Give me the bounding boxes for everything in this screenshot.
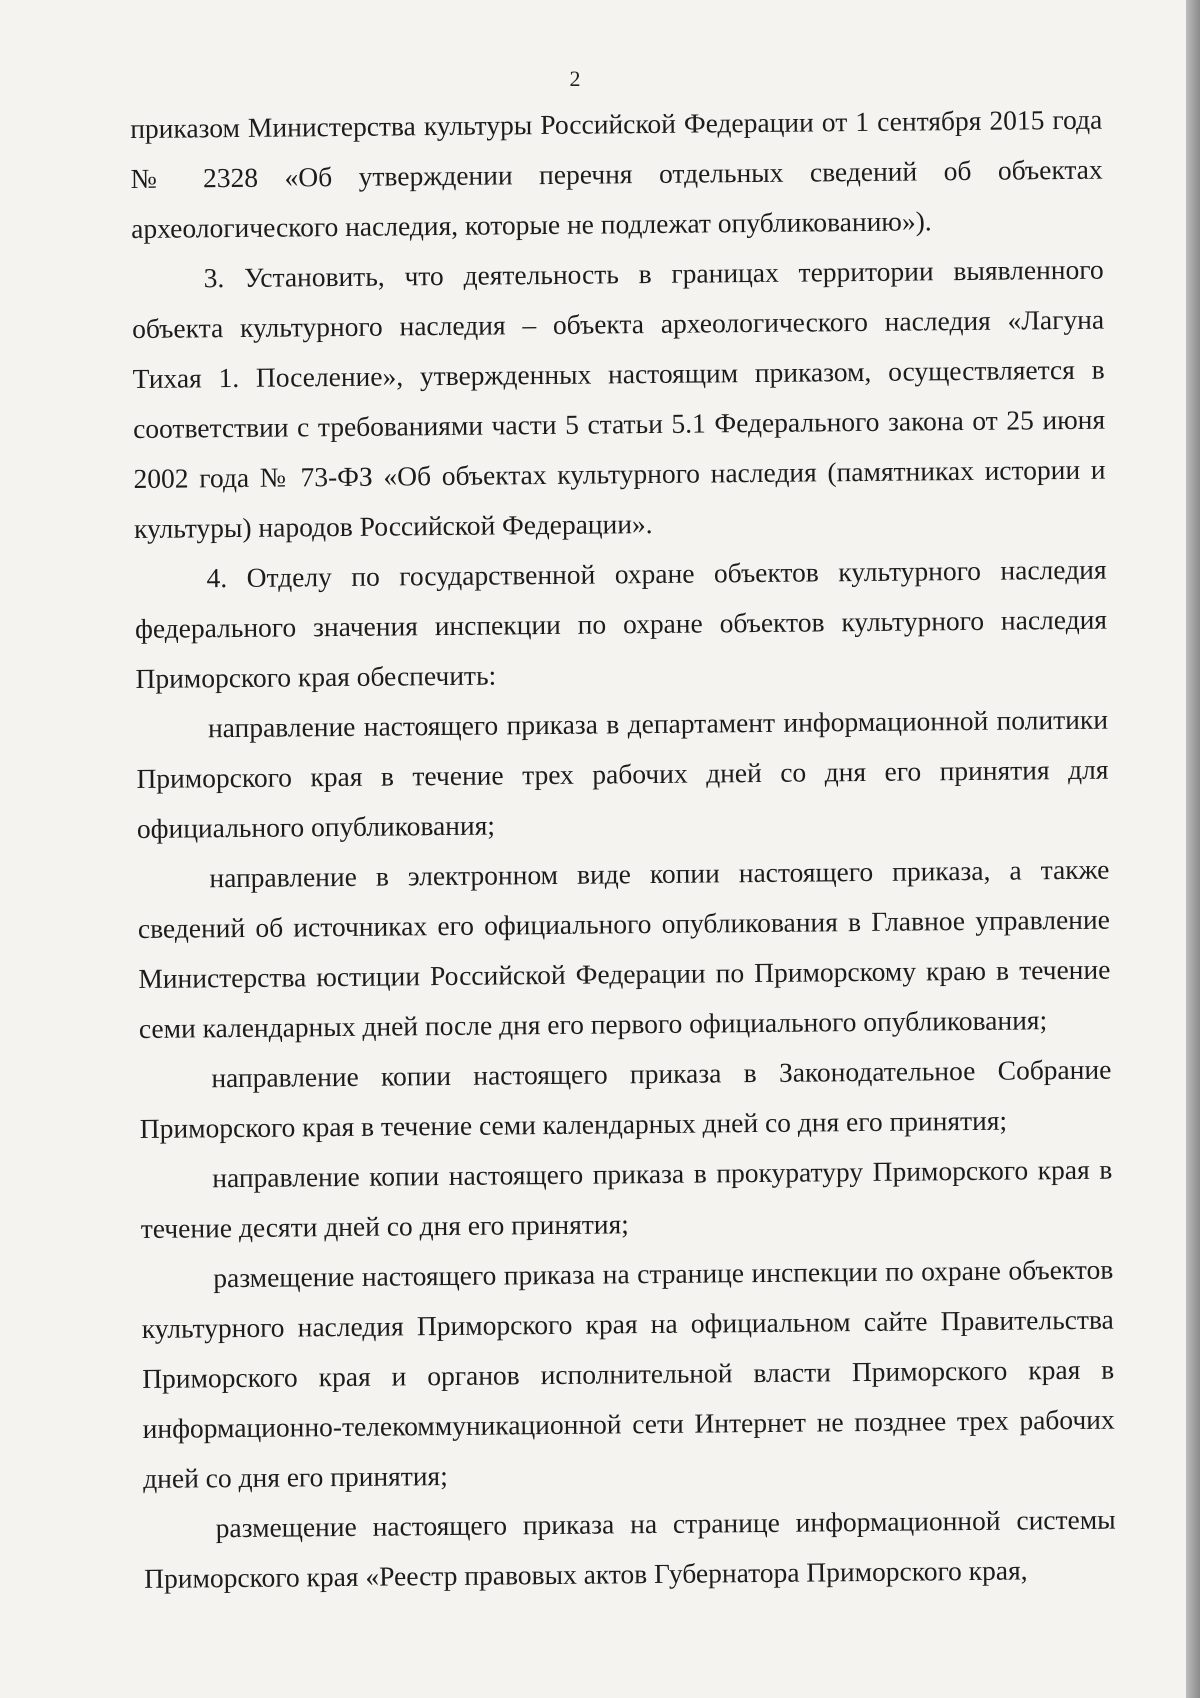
paragraph-item-4: 4. Отделу по государственной охране объектов культурного наследия федерального значения инспекции по охране объектов культурного наследия Приморского края обеспечить:	[134, 553, 1108, 694]
subitem-ministry-justice: направление в электронном виде копии настоящего приказа, а также сведений об источниках его официального опубликования в Главное управление Министерства юстиции Российской Федерации по Приморскому краю в течение семи календарных дней после дня его первого официального опубликования;	[137, 853, 1111, 1044]
paragraph-item-3: 3. Установить, что деятельность в границах территории выявленного объекта культурного наследия – объекта археологического наследия «Лагуна Тихая 1. Поселение», утвержденных настоящим приказом, осуществляется в соответствии с требованиями части 5 статьи 5.1 Федерального закона от 25 июня 2002 года № 73-ФЗ «Об объектах культурного наследия (памятниках истории и культуры) народов Российской Федерации».	[132, 253, 1106, 544]
subitem-registry-publication: размещение настоящего приказа на странице информационной системы Приморского края «Реестр правовых актов Губернатора Приморского края,	[144, 1503, 1116, 1594]
subitem-website-publication: размещение настоящего приказа на странице инспекции по охране объектов культурного наследия Приморского края на официальном сайте Правительства Приморского края и органов исполнительной власти Приморского края в информационно-телекоммуникационной сети Интернет не позднее трех рабочих дней со дня его принятия;	[141, 1253, 1115, 1494]
paragraph-1-continuation: приказом Министерства культуры Российской Федерации от 1 сентября 2015 года № 2328 «Об утверждении перечня отдельных сведений об объектах археологического наследия, которые не подлежат опубликованию»).	[130, 103, 1103, 244]
page-number: 2	[569, 66, 581, 91]
document-body	[130, 95, 1116, 1604]
subitem-prosecutor: направление копии настоящего приказа в прокуратуру Приморского края в течение десяти дней со дня его принятия;	[140, 1153, 1113, 1244]
page-edge-shadow	[1186, 0, 1200, 1698]
subitem-legislative-assembly: направление копии настоящего приказа в Законодательное Собрание Приморского края в течение семи календарных дней со дня его принятия;	[139, 1053, 1112, 1144]
subitem-info-policy: направление настоящего приказа в департамент информационной политики Приморского края в течение трех рабочих дней со дня его принятия для официального опубликования;	[136, 703, 1109, 844]
